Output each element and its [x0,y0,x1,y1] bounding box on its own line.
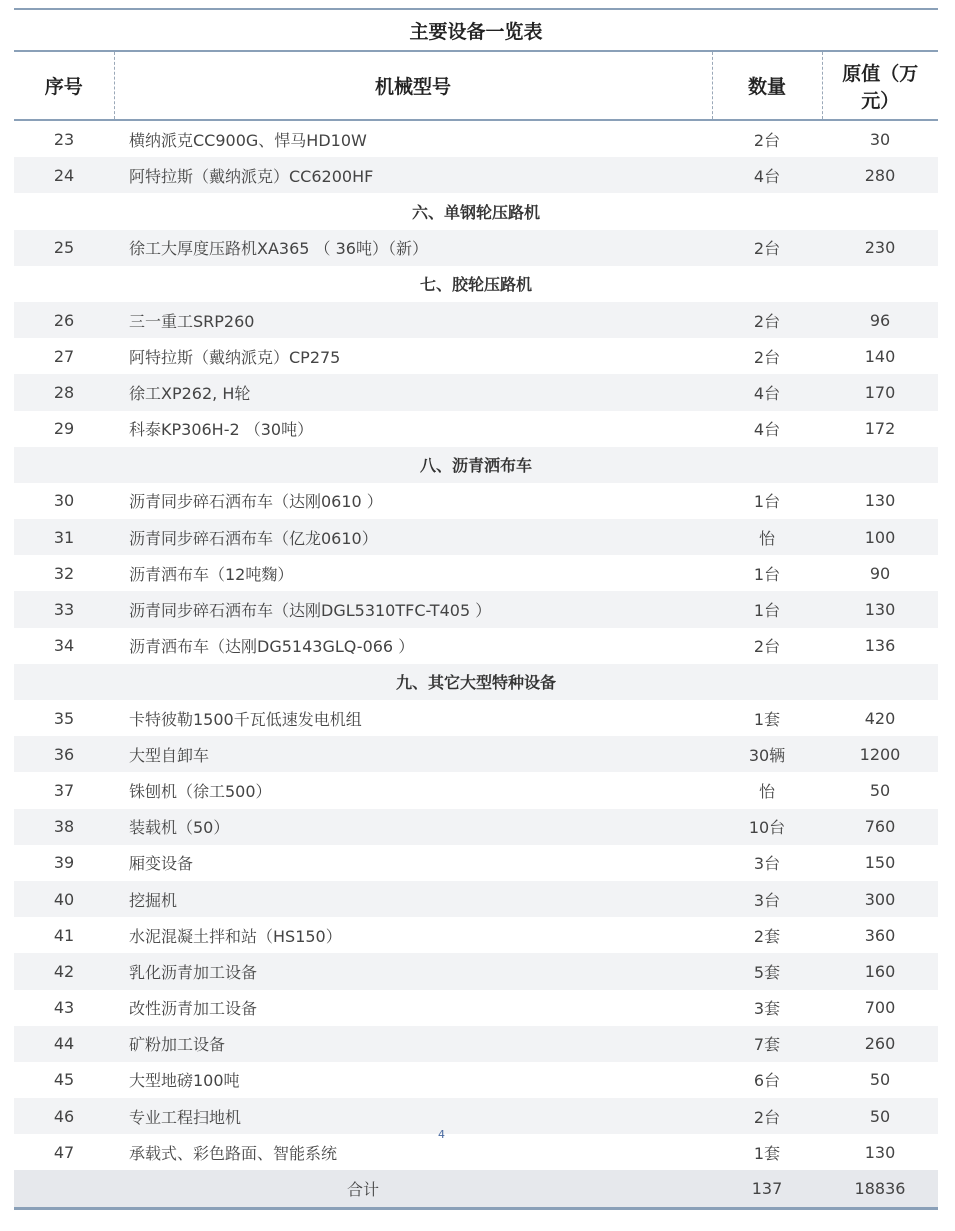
header-row [14,51,938,120]
cell-seq: 29 [53,419,75,439]
cell-value: 300 [822,881,938,917]
table-row [14,953,938,989]
equipment-table [14,8,938,1210]
table-row [14,809,938,845]
cell-seq: 30 [53,491,75,511]
cell-value: 150 [864,853,896,873]
cell-model: 沥青洒布车（12吨麴） [129,564,294,584]
cell-model: 徐工大厚度压路机XA365 （ 36吨）（新） [114,230,712,266]
table-row [14,120,938,157]
cell-seq: 24 [14,157,114,193]
cell-value: 130 [822,591,938,627]
cell-qty: 1台 [753,492,781,512]
cell-qty: 1套 [753,1143,781,1163]
cell-qty: 1台 [712,591,822,627]
cell-seq: 25 [14,230,114,266]
table-title: 主要设备一览表 [14,9,938,51]
section-row [14,447,938,483]
cell-model: 乳化沥青加工设备 [114,953,712,989]
table-row [14,845,938,881]
table-row [14,700,938,736]
cell-value: 130 [864,1142,896,1162]
cell-qty: 2台 [753,130,781,150]
table-row [14,483,938,519]
page-number: 4 [438,1128,445,1141]
cell-model: 水泥混凝土拌和站（HS150） [129,926,342,946]
total-label: 合计 [14,1170,712,1208]
cell-seq: 28 [14,374,114,410]
table-row [14,302,938,338]
table-row [14,1098,938,1134]
cell-model: 科泰KP306H-2 （30吨） [129,420,314,440]
table-row [14,1134,938,1170]
cell-model: 厢变设备 [129,854,194,874]
cell-model: 铢刨机（徐工500） [129,781,272,801]
cell-qty: 5套 [712,953,822,989]
cell-model: 沥青同步碎石洒布车（达刚DGL5310TFC-T405 ） [114,591,712,627]
cell-model: 大型地磅100吨 [129,1071,240,1091]
table-row [14,338,938,374]
cell-model: 沥青同步碎石洒布车（达刚0610 ） [129,492,383,512]
header-model: 机械型号 [114,51,712,120]
cell-seq: 44 [14,1026,114,1062]
cell-seq: 27 [53,346,75,366]
cell-seq: 40 [14,881,114,917]
total-row [14,1170,938,1208]
table-title-row [14,9,938,51]
cell-seq: 39 [53,853,75,873]
table-row [14,736,938,772]
cell-seq: 43 [53,998,75,1018]
cell-value: 136 [864,636,896,656]
cell-value: 280 [822,157,938,193]
table-row [14,628,938,664]
cell-model: 沥青同步碎石洒布车（亿龙0610） [114,519,712,555]
section-row [14,193,938,229]
cell-value: 50 [869,780,891,800]
cell-model: 沥青洒布车（达刚DG5143GLQ-066 ） [129,637,415,657]
cell-value: 700 [864,998,896,1018]
cell-model: 大型自卸车 [114,736,712,772]
cell-qty: 30辆 [712,736,822,772]
cell-value: 230 [822,230,938,266]
cell-seq: 47 [53,1142,75,1162]
header-qty: 数量 [712,51,822,120]
table-row [14,881,938,917]
cell-seq: 32 [53,563,75,583]
cell-seq: 37 [53,780,75,800]
cell-qty: 4台 [753,420,781,440]
cell-seq: 26 [14,302,114,338]
cell-qty: 4台 [712,157,822,193]
total-value: 18836 [822,1170,938,1208]
cell-value: 130 [864,491,896,511]
table-row [14,157,938,193]
cell-value: 96 [822,302,938,338]
table-row [14,1026,938,1062]
cell-seq: 35 [53,708,75,728]
cell-value: 360 [864,925,896,945]
cell-value: 50 [869,1070,891,1090]
total-qty: 137 [712,1170,822,1208]
cell-qty: 6台 [753,1071,781,1091]
cell-model: 阿特拉斯（戴纳派克）CC6200HF [114,157,712,193]
cell-value: 50 [822,1098,938,1134]
cell-value: 30 [869,129,891,149]
cell-seq: 38 [14,809,114,845]
cell-seq: 36 [14,736,114,772]
cell-model: 改性沥青加工设备 [129,999,258,1019]
cell-seq: 41 [53,925,75,945]
cell-qty: 2台 [712,302,822,338]
table-row [14,591,938,627]
cell-value: 170 [822,374,938,410]
cell-value: 1200 [822,736,938,772]
table-row [14,411,938,447]
section-label: 七、胶轮压路机 [420,275,533,295]
cell-qty: 7套 [712,1026,822,1062]
cell-seq: 34 [53,636,75,656]
cell-qty: 2台 [712,1098,822,1134]
table-body [14,120,938,1170]
cell-seq: 45 [53,1070,75,1090]
section-label: 八、沥青洒布车 [14,447,938,483]
header-seq: 序号 [14,51,114,120]
cell-qty: 2台 [753,637,781,657]
cell-value: 760 [822,809,938,845]
cell-model: 矿粉加工设备 [114,1026,712,1062]
cell-seq: 42 [14,953,114,989]
cell-value: 420 [864,708,896,728]
cell-model: 承载式、彩色路面、智能系统 [129,1143,338,1163]
cell-value: 260 [822,1026,938,1062]
cell-qty: 3套 [753,999,781,1019]
cell-qty: 2台 [753,347,781,367]
equipment-table-document [14,8,938,1210]
section-label: 六、单钢轮压路机 [412,202,541,222]
table-row [14,1062,938,1098]
cell-qty: 2套 [753,926,781,946]
cell-value: 160 [822,953,938,989]
header-value: 原值（万元） [822,51,938,120]
cell-model: 专业工程扫地机 [114,1098,712,1134]
cell-model: 挖掘机 [114,881,712,917]
cell-qty: 2台 [712,230,822,266]
cell-model: 徐工XP262, H轮 [114,374,712,410]
cell-qty: 4台 [712,374,822,410]
table-row [14,990,938,1026]
cell-qty: 3台 [712,881,822,917]
table-row [14,374,938,410]
cell-model: 横纳派克CC900G、悍马HD10W [129,130,367,150]
table-row [14,230,938,266]
cell-seq: 23 [53,129,75,149]
section-row [14,266,938,302]
table-row [14,772,938,808]
cell-model: 装载机（50） [114,809,712,845]
cell-seq: 33 [14,591,114,627]
cell-seq: 31 [14,519,114,555]
cell-qty: 怡 [758,781,775,801]
cell-value: 172 [864,419,896,439]
table-row [14,917,938,953]
table-row [14,519,938,555]
cell-model: 阿特拉斯（戴纳派克）CP275 [129,347,341,367]
table-row [14,555,938,591]
cell-value: 140 [864,346,896,366]
cell-qty: 10台 [712,809,822,845]
cell-value: 90 [869,563,891,583]
section-row [14,664,938,700]
cell-qty: 怡 [712,519,822,555]
cell-model: 卡特彼勒1500千瓦低速发电机组 [129,709,362,729]
cell-value: 100 [822,519,938,555]
cell-model: 三一重工SRP260 [114,302,712,338]
section-label: 九、其它大型特种设备 [14,664,938,700]
cell-qty: 1台 [753,564,781,584]
cell-qty: 3台 [753,854,781,874]
cell-seq: 46 [14,1098,114,1134]
cell-qty: 1套 [753,709,781,729]
